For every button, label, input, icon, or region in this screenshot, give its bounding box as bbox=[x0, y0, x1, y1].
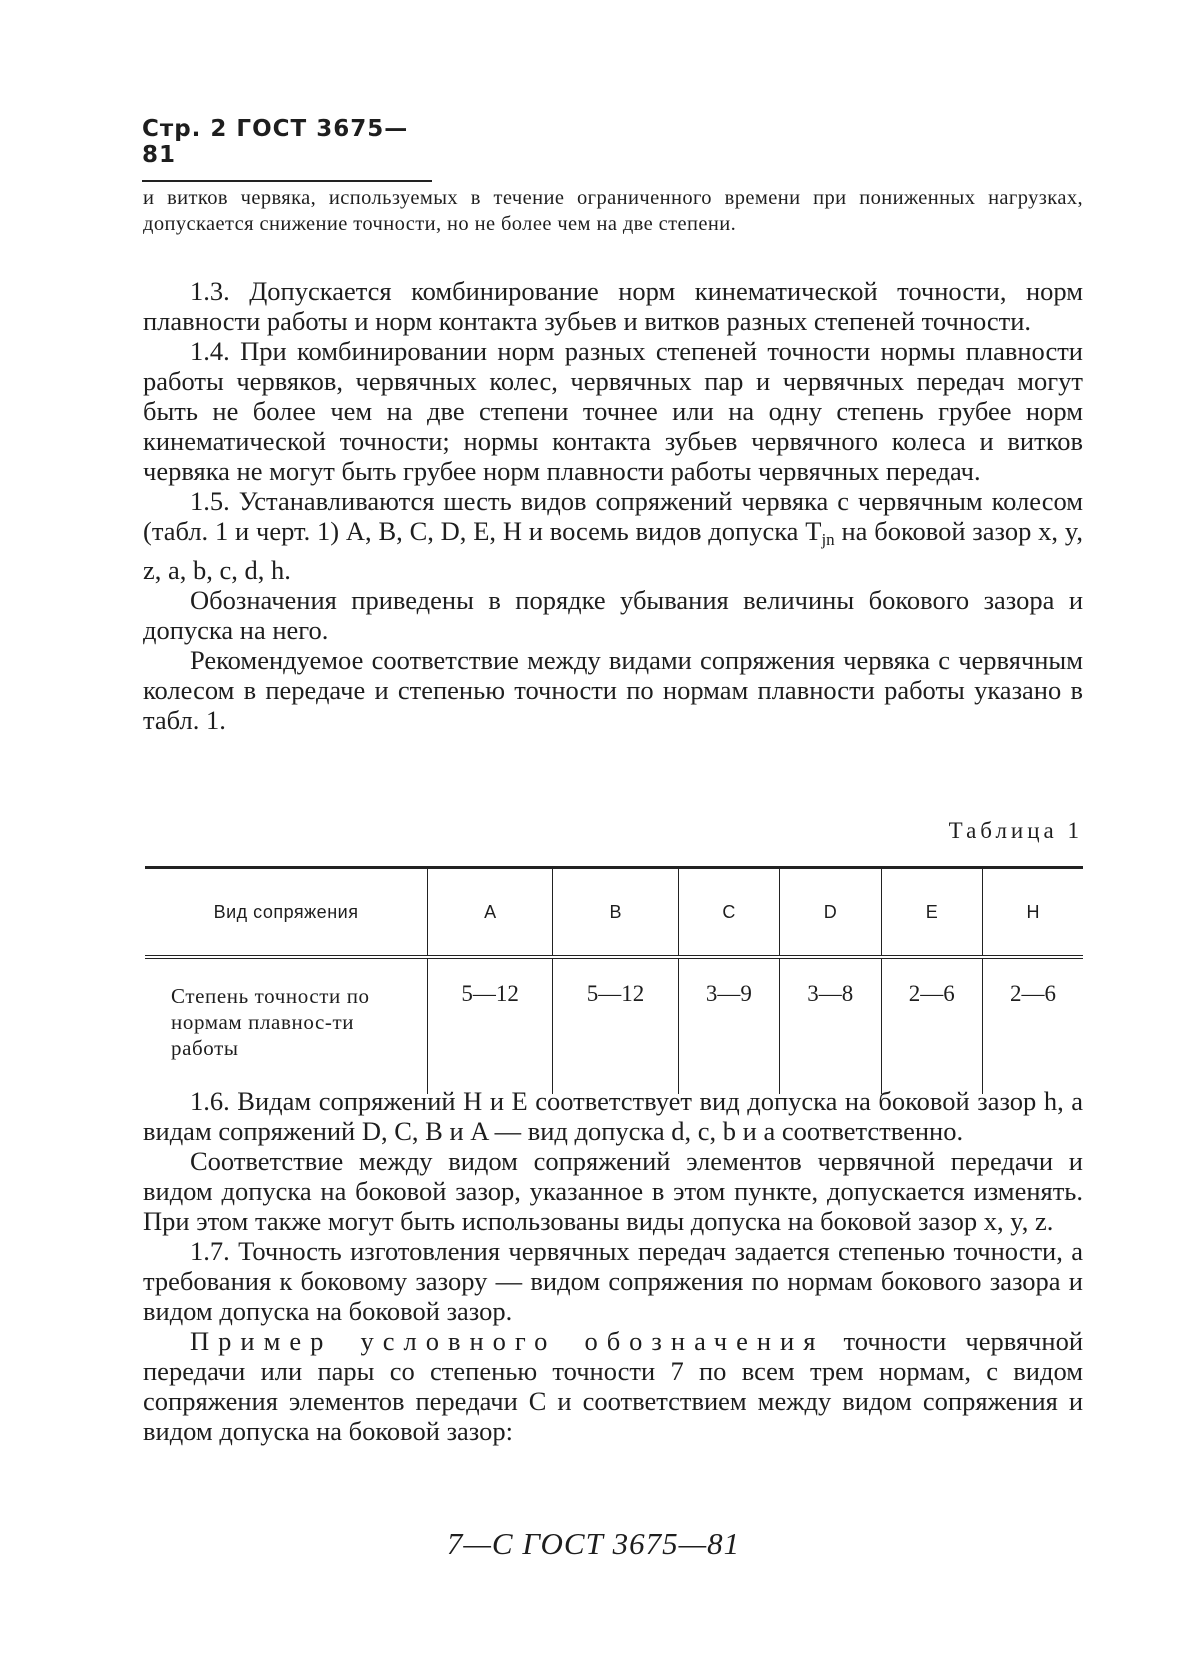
table-header-row bbox=[145, 868, 1083, 958]
designation-formula: 7—С ГОСТ 3675—81 bbox=[446, 1526, 741, 1561]
table-cell-a: 5—12 bbox=[428, 957, 553, 1094]
tolerance-subscript: jn bbox=[821, 530, 835, 549]
paragraph-1-5-text-a: 1.5. Устанавливаются шесть видов сопряжений червяка с червячным колесом (табл. 1 и черт. 1) A, B, C, D, E, H и восемь видов допуска T bbox=[143, 486, 1083, 546]
table-caption: Таблица 1 bbox=[948, 818, 1083, 843]
table-head-label: Вид сопряжения bbox=[145, 868, 428, 958]
intro-paragraph: и витков червяка, используемых в течение ограниченного времени при пониженных нагрузках, допускается снижение точности, но не более чем на две степени. bbox=[143, 187, 1083, 235]
table-1 bbox=[145, 866, 1083, 1094]
table-col-b: B bbox=[553, 868, 678, 958]
paragraph-1-3: 1.3. Допускается комбинирование норм кинематической точности, норм плавности работы и норм контакта зубьев и витков разных степеней точности. bbox=[143, 276, 1083, 336]
table-col-e: E bbox=[881, 868, 982, 958]
paragraph-1-6-b: Соответствие между видом сопряжений элементов червячной передачи и видом допуска на боковой зазор, указанное в этом пункте, допускается изменять. При этом также могут быть использованы виды допуска на боковой зазор x, y, z. bbox=[143, 1146, 1083, 1236]
paragraph-1-5-note: Обозначения приведены в порядке убывания величины бокового зазора и допуска на него. bbox=[143, 585, 1083, 645]
paragraph-1-7: 1.7. Точность изготовления червячных передач задается степенью точности, а требования к боковому зазору — видом сопряжения по нормам бокового зазора и видом допуска на боковой зазор. bbox=[143, 1236, 1083, 1326]
section-text-upper bbox=[143, 276, 1083, 735]
paragraph-example bbox=[143, 1326, 1083, 1446]
table-cell-e: 2—6 bbox=[881, 957, 982, 1094]
paragraph-1-6: 1.6. Видам сопряжений H и E соответствует вид допуска на боковой зазор h, а видам сопряжений D, C, B и A — вид допуска d, c, b и a соответственно. bbox=[143, 1086, 1083, 1146]
paragraph-1-5-text-b: на боковой зазор x, y, z, a, b, c, d, h. bbox=[143, 516, 1083, 585]
table-cell-b: 5—12 bbox=[553, 957, 678, 1094]
example-text: точности червячной передачи или пары со степенью точности 7 по всем трем нормам, с видом сопряжения элементов передачи C и соответствием между видом сопряжения и видом допуска на боковой зазор: bbox=[143, 1326, 1083, 1446]
table-col-d: D bbox=[780, 868, 881, 958]
table-row-label: Степень точности по нормам плавнос-ти работы bbox=[171, 984, 370, 1060]
example-heading: Пример условного обозначения bbox=[190, 1326, 825, 1356]
page-header: Стр. 2 ГОСТ 3675—81 bbox=[142, 116, 432, 182]
table-col-h: H bbox=[983, 868, 1084, 958]
table-cell-d: 3—8 bbox=[780, 957, 881, 1094]
table-cell-c: 3—9 bbox=[678, 957, 779, 1094]
paragraph-1-5 bbox=[143, 486, 1083, 585]
paragraph-1-4: 1.4. При комбинировании норм разных степеней точности нормы плавности работы червяков, червячных колес, червячных пар и червячных передач могут быть не более чем на две степени точнее или на одну степень грубее норм кинематической точности; нормы контакта зубьев червячного колеса и витков червяка не могут быть грубее норм плавности работы червячных передач. bbox=[143, 336, 1083, 486]
table-cell-h: 2—6 bbox=[983, 957, 1084, 1094]
paragraph-1-5-recommendation: Рекомендуемое соответствие между видами сопряжения червяка с червячным колесом в передаче и степенью точности по нормам плавности работы указано в табл. 1. bbox=[143, 645, 1083, 735]
table-col-a: A bbox=[428, 868, 553, 958]
table-row bbox=[145, 957, 1083, 1094]
section-text-lower bbox=[143, 1086, 1083, 1446]
table-col-c: C bbox=[678, 868, 779, 958]
